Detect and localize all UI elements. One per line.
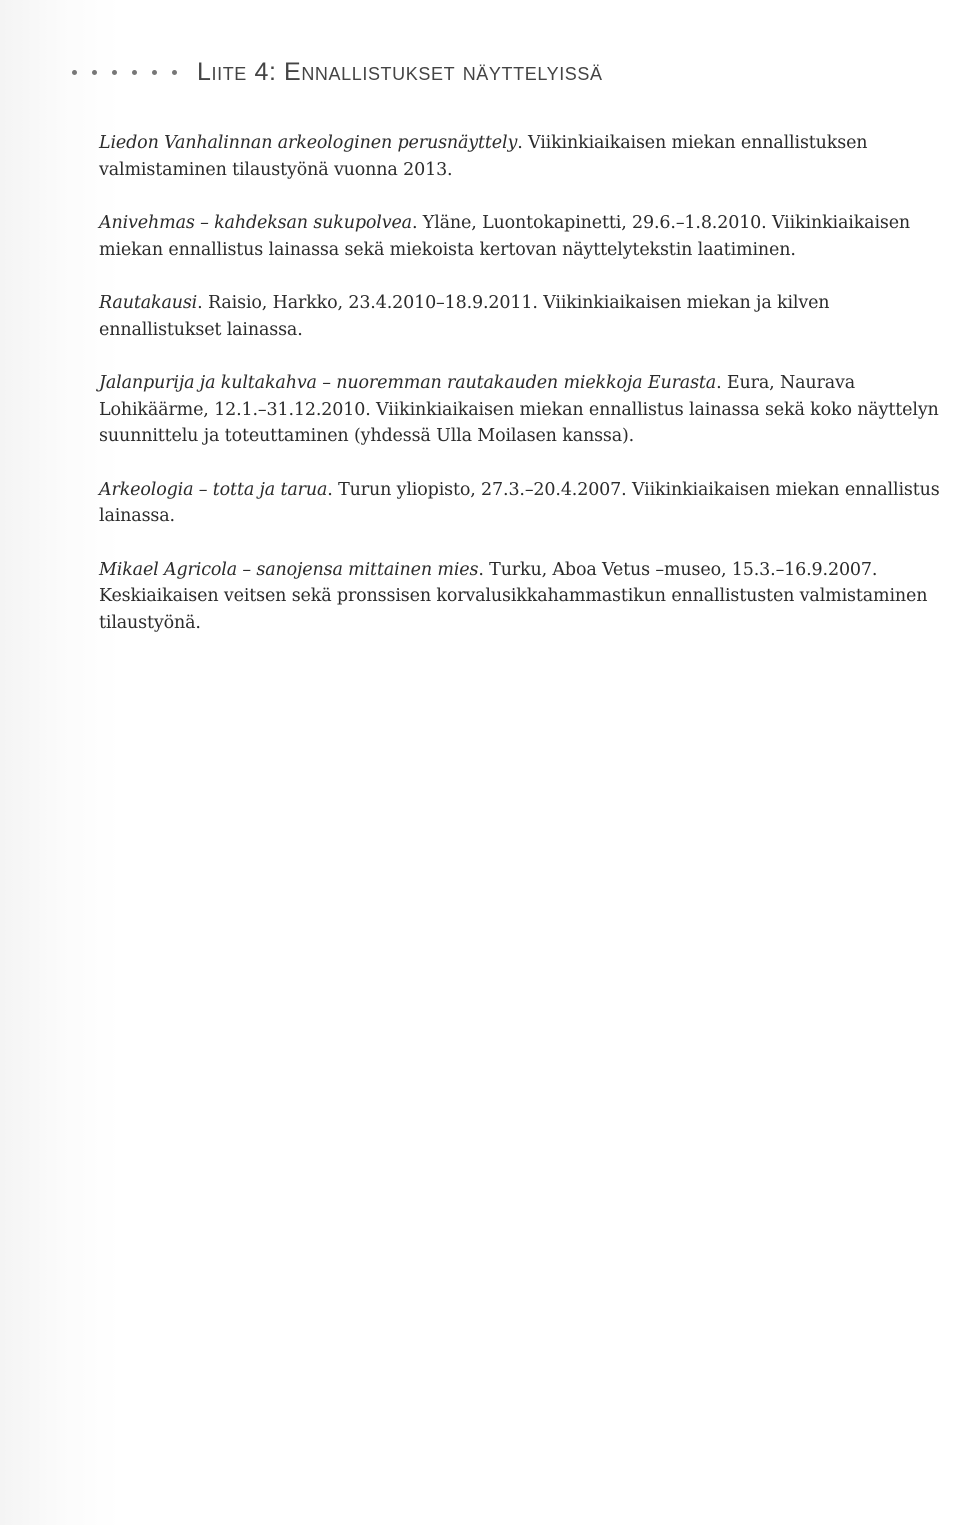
exhibition-title: Mikael Agricola – sanojensa mittainen mies [99, 559, 479, 580]
bullet-dots [72, 70, 177, 75]
exhibition-details: . Turku, Aboa Vetus –museo, 15.3.–16.9.2007. Keskiaikaisen veitsen sekä pronssisen korvalusikkahammastikun ennallistusten valmistaminen tilaustyönä. [99, 559, 928, 633]
dot-icon [112, 70, 117, 75]
dot-icon [72, 70, 77, 75]
exhibition-list [99, 130, 944, 663]
exhibition-entry [99, 477, 944, 530]
exhibition-title: Rautakausi [99, 293, 198, 313]
exhibition-entry [99, 290, 944, 343]
exhibition-entry [99, 370, 944, 450]
exhibition-details: . Yläne, Luontokapinetti, 29.6.–1.8.2010. Viikinkiaikaisen miekan ennallistus lainassa sekä miekoista kertovan näyttelytekstin laatiminen. [99, 213, 911, 260]
exhibition-entry [99, 210, 944, 263]
exhibition-title: Arkeologia – totta ja tarua [99, 479, 328, 500]
heading-title: Liite 4: Ennallistukset näyttelyissä [197, 58, 603, 86]
dot-icon [92, 70, 97, 75]
exhibition-title: Anivehmas – kahdeksan sukupolvea [99, 213, 412, 233]
exhibition-details: . Turun yliopisto, 27.3.–20.4.2007. Viikinkiaikaisen miekan ennallistus lainassa. [99, 479, 940, 526]
exhibition-title: Liedon Vanhalinnan arkeologinen perusnäyttely [99, 133, 518, 153]
exhibition-entry [99, 557, 944, 637]
exhibition-details: . Viikinkiaikaisen miekan ennallistuksen valmistaminen tilaustyönä vuonna 2013. [99, 133, 868, 180]
dot-icon [132, 70, 137, 75]
exhibition-details: . Eura, Naurava Lohikäärme, 12.1.–31.12.2010. Viikinkiaikaisen miekan ennallistus lainassa sekä koko näyttelyn suunnittelu ja toteuttaminen (yhdessä Ulla Moilasen kanssa). [99, 373, 939, 446]
dot-icon [152, 70, 157, 75]
appendix-heading [72, 58, 603, 87]
exhibition-details: . Raisio, Harkko, 23.4.2010–18.9.2011. Viikinkiaikaisen miekan ja kilven ennallistukset lainassa. [99, 293, 830, 340]
exhibition-entry [99, 130, 944, 183]
exhibition-title: Jalanpurija ja kultakahva – nuoremman rautakauden miekkoja Eurasta [99, 373, 717, 393]
dot-icon [172, 70, 177, 75]
